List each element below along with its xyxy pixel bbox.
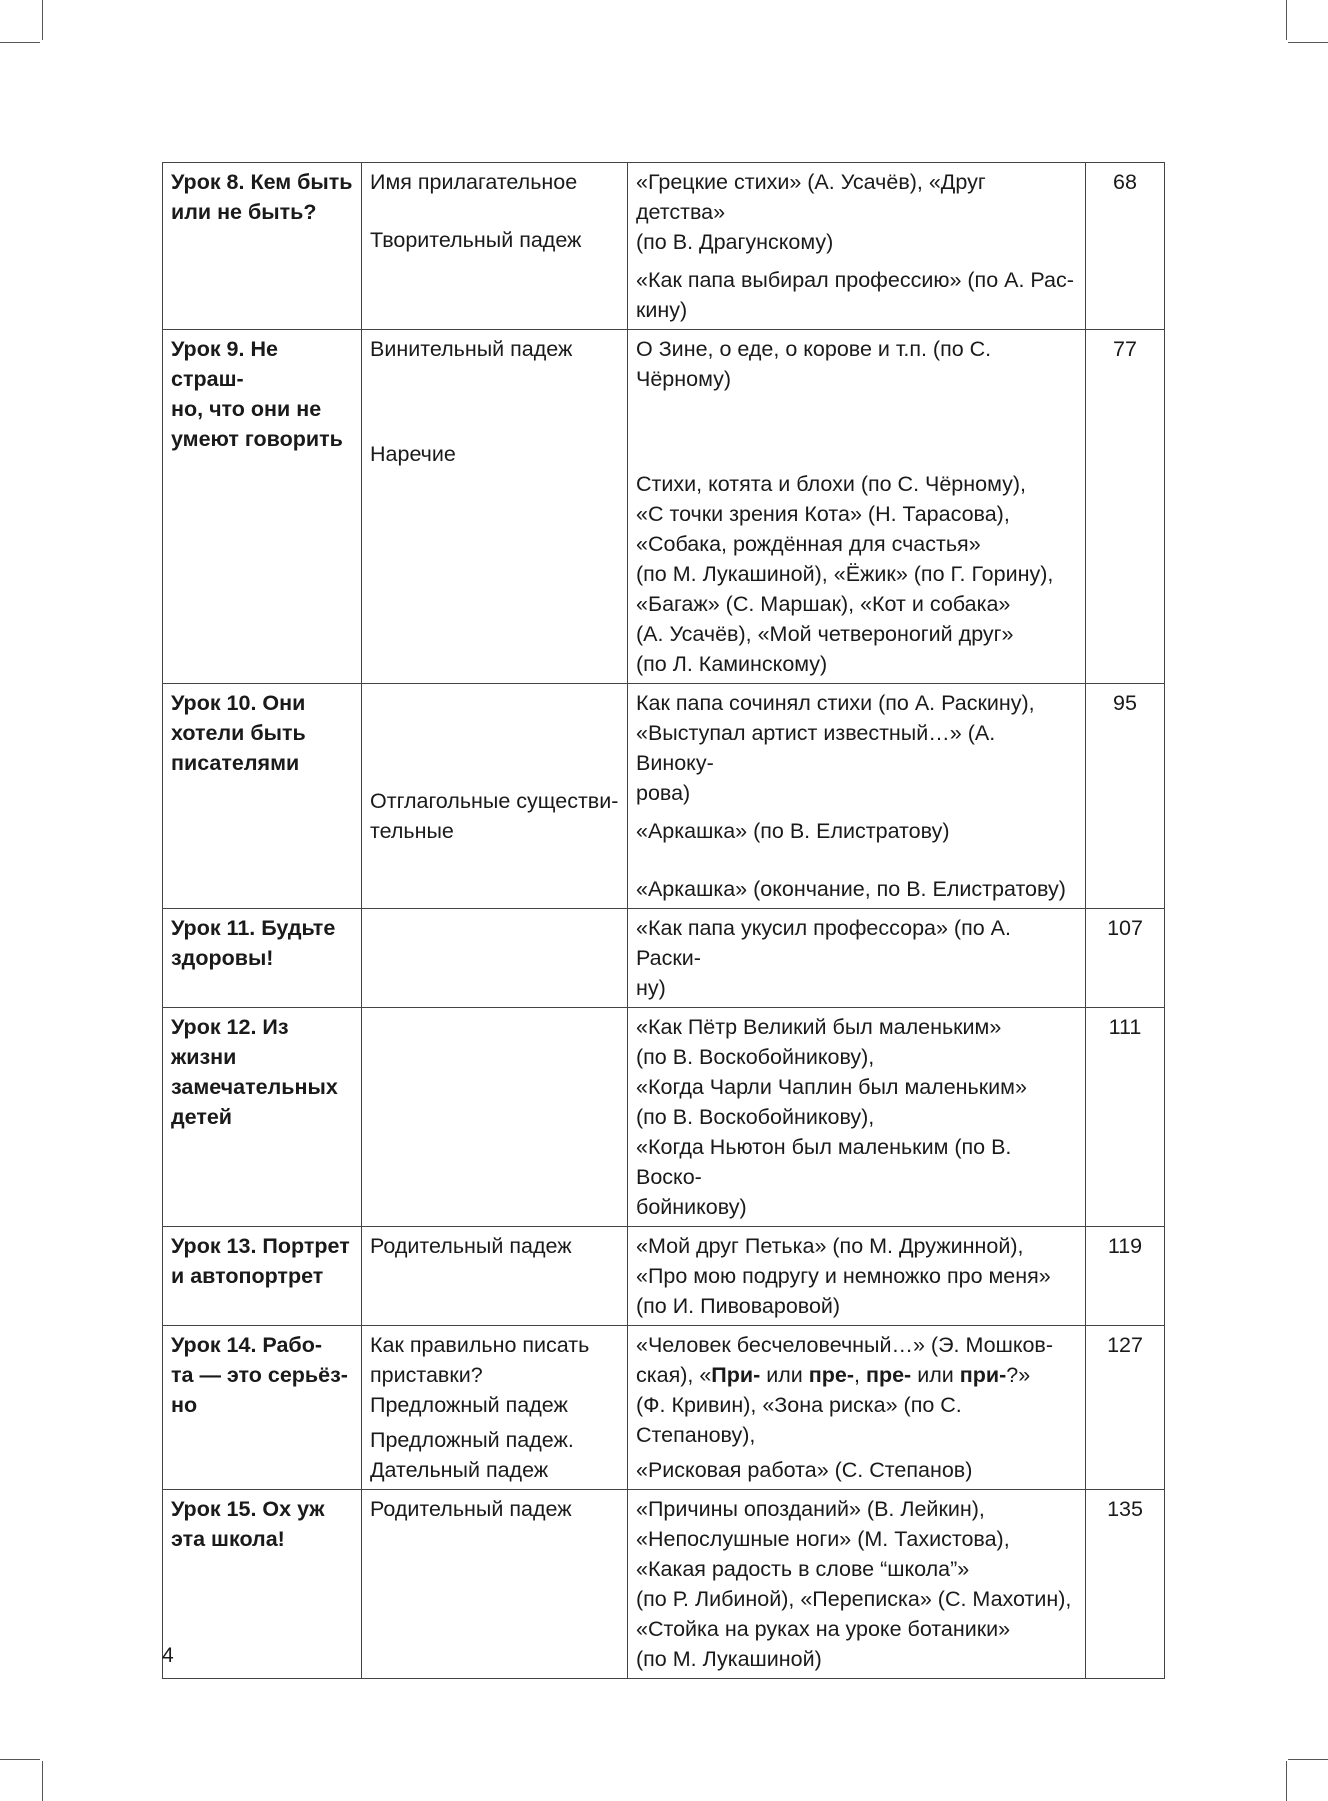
table-row bbox=[163, 909, 1165, 1008]
crop-mark bbox=[1286, 0, 1287, 40]
reading-texts: «Как папа укусил профессора» (по А. Раски- ну) bbox=[628, 909, 1086, 1008]
reading-texts: «Человек бесчеловечный…» (Э. Мошков- ская), «При- или пре-, пре- или при-?» (Ф. Кривин), «Зона риска» (по С. Степанову), «Рисковая работа» (С. Степанов) bbox=[628, 1326, 1086, 1490]
prefix-line: ская), «При- или пре-, пре- или при-?» bbox=[636, 1363, 1031, 1387]
lesson-title: Урок 10. Они хотели быть писателями bbox=[163, 684, 362, 909]
crop-mark bbox=[42, 1761, 43, 1801]
reading-texts: «Как Пётр Великий был маленьким» (по В. Воскобойникову), «Когда Чарли Чаплин был маленьким» (по В. Воскобойникову), «Когда Ньютон был маленьким (по В. Воско- бойникову) bbox=[628, 1008, 1086, 1227]
lesson-title: Урок 14. Рабо- та — это серьёз- но bbox=[163, 1326, 362, 1490]
reading-texts: Как папа сочинял стихи (по А. Раскину), «Выступал артист известный…» (А. Виноку- рова) «Аркашка» (по В. Елистратову) «Аркашка» (окончание, по В. Елистратову) bbox=[628, 684, 1086, 909]
crop-mark bbox=[42, 0, 43, 40]
table-row bbox=[163, 1227, 1165, 1326]
grammar-topic: Отглагольные существи- тельные bbox=[362, 684, 628, 909]
crop-mark bbox=[1288, 42, 1328, 43]
crop-mark bbox=[1286, 1761, 1287, 1801]
reading-texts: «Причины опозданий» (В. Лейкин), «Непослушные ноги» (М. Тахистова), «Какая радость в слове “школа”» (по Р. Либиной), «Переписка» (С. Махотин), «Стойка на руках на уроке ботаники» (по М. Лукашиной) bbox=[628, 1490, 1086, 1679]
crop-mark bbox=[0, 1759, 40, 1760]
page-ref: 127 bbox=[1086, 1326, 1165, 1490]
lesson-title: Урок 15. Ох уж эта школа! bbox=[163, 1490, 362, 1679]
crop-mark bbox=[1288, 1759, 1328, 1760]
table-row bbox=[163, 163, 1165, 330]
page-ref: 77 bbox=[1086, 330, 1165, 684]
page-number: 4 bbox=[162, 1644, 174, 1667]
crop-mark bbox=[0, 42, 40, 43]
reading-texts: «Грецкие стихи» (А. Усачёв), «Друг детства» (по В. Драгунскому) «Как папа выбирал профессию» (по А. Рас- кину) bbox=[628, 163, 1086, 330]
contents-table bbox=[162, 162, 1165, 1679]
table-row bbox=[163, 1326, 1165, 1490]
grammar-topic bbox=[362, 1008, 628, 1227]
table-row bbox=[163, 1490, 1165, 1679]
grammar-topic: Как правильно писать приставки? Предложный падеж Предложный падеж. Дательный падеж bbox=[362, 1326, 628, 1490]
lesson-title: Урок 11. Будьте здоровы! bbox=[163, 909, 362, 1008]
lesson-title: Урок 8. Кем быть или не быть? bbox=[163, 163, 362, 330]
grammar-topic: Родительный падеж bbox=[362, 1490, 628, 1679]
table-row bbox=[163, 1008, 1165, 1227]
page-ref: 119 bbox=[1086, 1227, 1165, 1326]
grammar-topic bbox=[362, 909, 628, 1008]
lesson-title: Урок 13. Портрет и автопортрет bbox=[163, 1227, 362, 1326]
lesson-title: Урок 12. Из жизни замечательных детей bbox=[163, 1008, 362, 1227]
reading-texts: «Мой друг Петька» (по М. Дружинной), «Про мою подругу и немножко про меня» (по И. Пивоваровой) bbox=[628, 1227, 1086, 1326]
grammar-topic: Имя прилагательное Творительный падеж bbox=[362, 163, 628, 330]
grammar-topic: Родительный падеж bbox=[362, 1227, 628, 1326]
page-ref: 135 bbox=[1086, 1490, 1165, 1679]
page-ref: 95 bbox=[1086, 684, 1165, 909]
lesson-title: Урок 9. Не страш- но, что они не умеют говорить bbox=[163, 330, 362, 684]
page-ref: 111 bbox=[1086, 1008, 1165, 1227]
grammar-topic: Винительный падеж Наречие bbox=[362, 330, 628, 684]
reading-texts: О Зине, о еде, о корове и т.п. (по С. Чёрному) Стихи, котята и блохи (по С. Чёрному), «С точки зрения Кота» (Н. Тарасова), «Собака, рождённая для счастья» (по М. Лукашиной), «Ёжик» (по Г. Горину), «Багаж» (С. Маршак), «Кот и собака» (А. Усачёв), «Мой четвероногий друг» (по Л. Каминскому) bbox=[628, 330, 1086, 684]
page-ref: 107 bbox=[1086, 909, 1165, 1008]
table-row bbox=[163, 330, 1165, 684]
table-row bbox=[163, 684, 1165, 909]
page-ref: 68 bbox=[1086, 163, 1165, 330]
